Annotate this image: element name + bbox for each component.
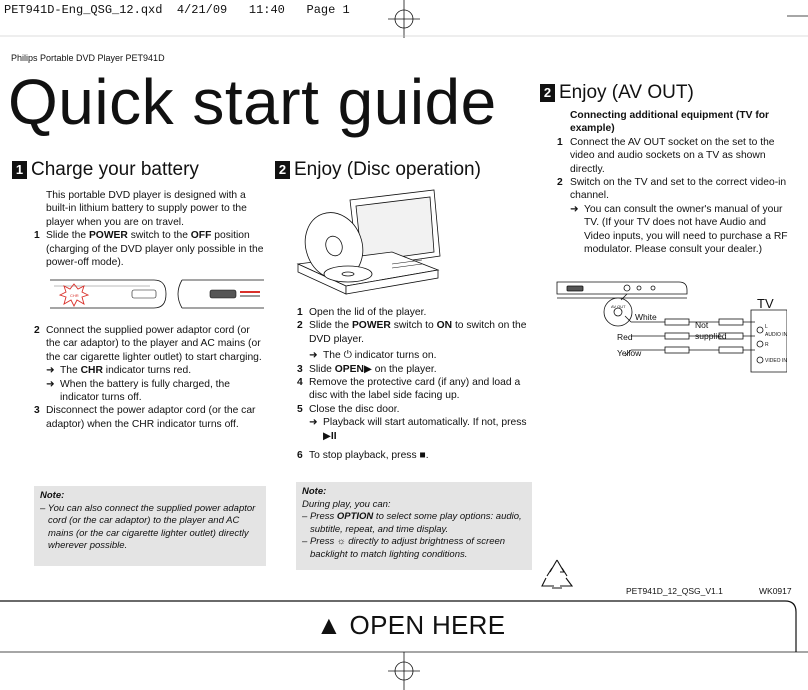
section1-title: Charge your battery	[31, 159, 199, 180]
section1-step3: 3 Disconnect the power adaptor cord (or the car adaptor) when the CHR indicator turns off.	[34, 405, 256, 430]
red-cable-label: Red	[617, 332, 633, 342]
dvd-player-illustration	[292, 186, 442, 298]
section2-title: Enjoy (Disc operation)	[294, 159, 481, 180]
open-here-label: ▲ OPEN HERE	[316, 610, 506, 640]
section2-step2-result: ➜ The ⏻ indicator turns on.	[309, 350, 437, 362]
power-indicator-icon: ⏻	[343, 350, 352, 362]
section1-body	[34, 189, 266, 269]
white-cable-label: White	[635, 312, 657, 322]
print-slug: PET941D-Eng_QSG_12.qxd 4/21/09 11:40 Page 1	[4, 3, 350, 17]
section2-step3: 3 Slide OPEN▶ on the player.	[297, 363, 437, 375]
section1-note-title: Note:	[40, 490, 65, 501]
brand-line: Philips Portable DVD Player PET941D	[11, 53, 165, 63]
section3-step2: 2 Switch on the TV and set to the correct video-in channel.	[557, 177, 787, 202]
section2-step6: 6 To stop playback, press ■.	[297, 450, 429, 462]
tv-audio-l-label: L	[765, 324, 768, 330]
section2-step5: 5 Close the disc door.	[297, 403, 400, 415]
not-supplied-label-2: supplied	[695, 331, 727, 341]
section2-step1: 1 Open the lid of the player.	[297, 307, 427, 318]
section1-step2-result1: ➜ The CHR indicator turns red.	[46, 365, 192, 377]
section2-heading	[275, 159, 481, 181]
tv-video-jack-icon	[757, 357, 763, 363]
section1-step2: 2 Connect the supplied power adaptor cord (or the car adaptor) to the player and AC mains (or the car cigarette lighter outlet) to start charging.	[34, 325, 262, 363]
section2-note-bullet1: – Press OPTION to select some play options: audio, subtitle, repeat, and time display.	[302, 511, 522, 535]
section3-heading	[540, 82, 694, 104]
section1-note-text: – You can also connect the supplied power adaptor cord (or the car adaptor) to the player and AC mains (or the car cigarette lighter outlet) directly wherever possible.	[40, 502, 256, 552]
power-switch-icon	[210, 290, 236, 298]
section2-number: 2	[275, 161, 290, 179]
not-supplied-label-1: Not	[695, 320, 709, 330]
section1-note	[34, 486, 266, 566]
section3-step2-result: ➜ You can consult the owner's manual of your TV. (If your TV does not have Audio and Video inputs, you will need to purchase a RF modulator. Please consult your dealer.)	[570, 203, 788, 256]
section3-body	[557, 109, 793, 256]
tv-label: TV	[757, 296, 774, 311]
section1-number: 1	[12, 161, 27, 179]
play-pause-icon: ▶II	[323, 430, 337, 442]
section2-step2: 2 Slide the POWER switch to ON to switch on the DVD player.	[297, 320, 527, 345]
section2-step4: 4 Remove the protective card (if any) and load a disc with the label side facing up.	[297, 377, 521, 402]
chr-figure-label: CHR	[70, 293, 79, 298]
section2-note-title: Note:	[302, 486, 327, 497]
section2-body	[297, 306, 529, 462]
recycle-icon	[538, 556, 576, 592]
section2-note-intro: During play, you can:	[302, 498, 391, 510]
section3-subtitle: Connecting additional equipment (TV for example)	[570, 110, 770, 135]
section2-step5-result: ➜ Playback will start automatically. If not, press ▶II	[309, 417, 527, 442]
av-out-label: AV OUT	[611, 304, 626, 309]
section3-title: Enjoy (AV OUT)	[559, 82, 694, 103]
charge-illustration	[50, 278, 264, 312]
brightness-icon: ☼	[336, 536, 346, 548]
section1-step2-result2: ➜ When the battery is fully charged, the indicator turns off.	[46, 378, 230, 404]
section3-step1: 1 Connect the AV OUT socket on the set to the video and audio sockets on a TV as shown directly.	[557, 136, 775, 175]
section1-heading	[12, 159, 199, 181]
stop-icon: ■	[419, 450, 426, 462]
section2-note-bullet2: – Press ☼ directly to adjust brightness of screen backlight to match lighting conditions.	[302, 536, 506, 560]
tv-audio-l-jack-icon	[757, 327, 763, 333]
doc-code: PET941D_12_QSG_V1.1	[626, 586, 723, 596]
tv-audio-r-jack-icon	[757, 341, 763, 347]
section3-number: 2	[540, 84, 555, 102]
yellow-cable-label: Yellow	[617, 348, 642, 358]
main-title: Quick start guide	[8, 66, 497, 138]
tv-video-in-label: VIDEO IN	[765, 358, 787, 364]
tv-audio-in-label: AUDIO IN	[765, 332, 787, 338]
section1-intro: This portable DVD player is designed with a built-in lithium battery to supply power to the player when you are on travel.	[46, 190, 247, 228]
section2-note	[296, 482, 532, 570]
week-code: WK0917	[759, 586, 792, 596]
section1-step1: 1 Slide the POWER switch to the OFF position (charging of the DVD player only possible in the power-off mode).	[34, 230, 264, 269]
section1-body-2	[34, 324, 266, 431]
av-connection-diagram	[555, 276, 787, 376]
tv-audio-r-label: R	[765, 342, 769, 348]
